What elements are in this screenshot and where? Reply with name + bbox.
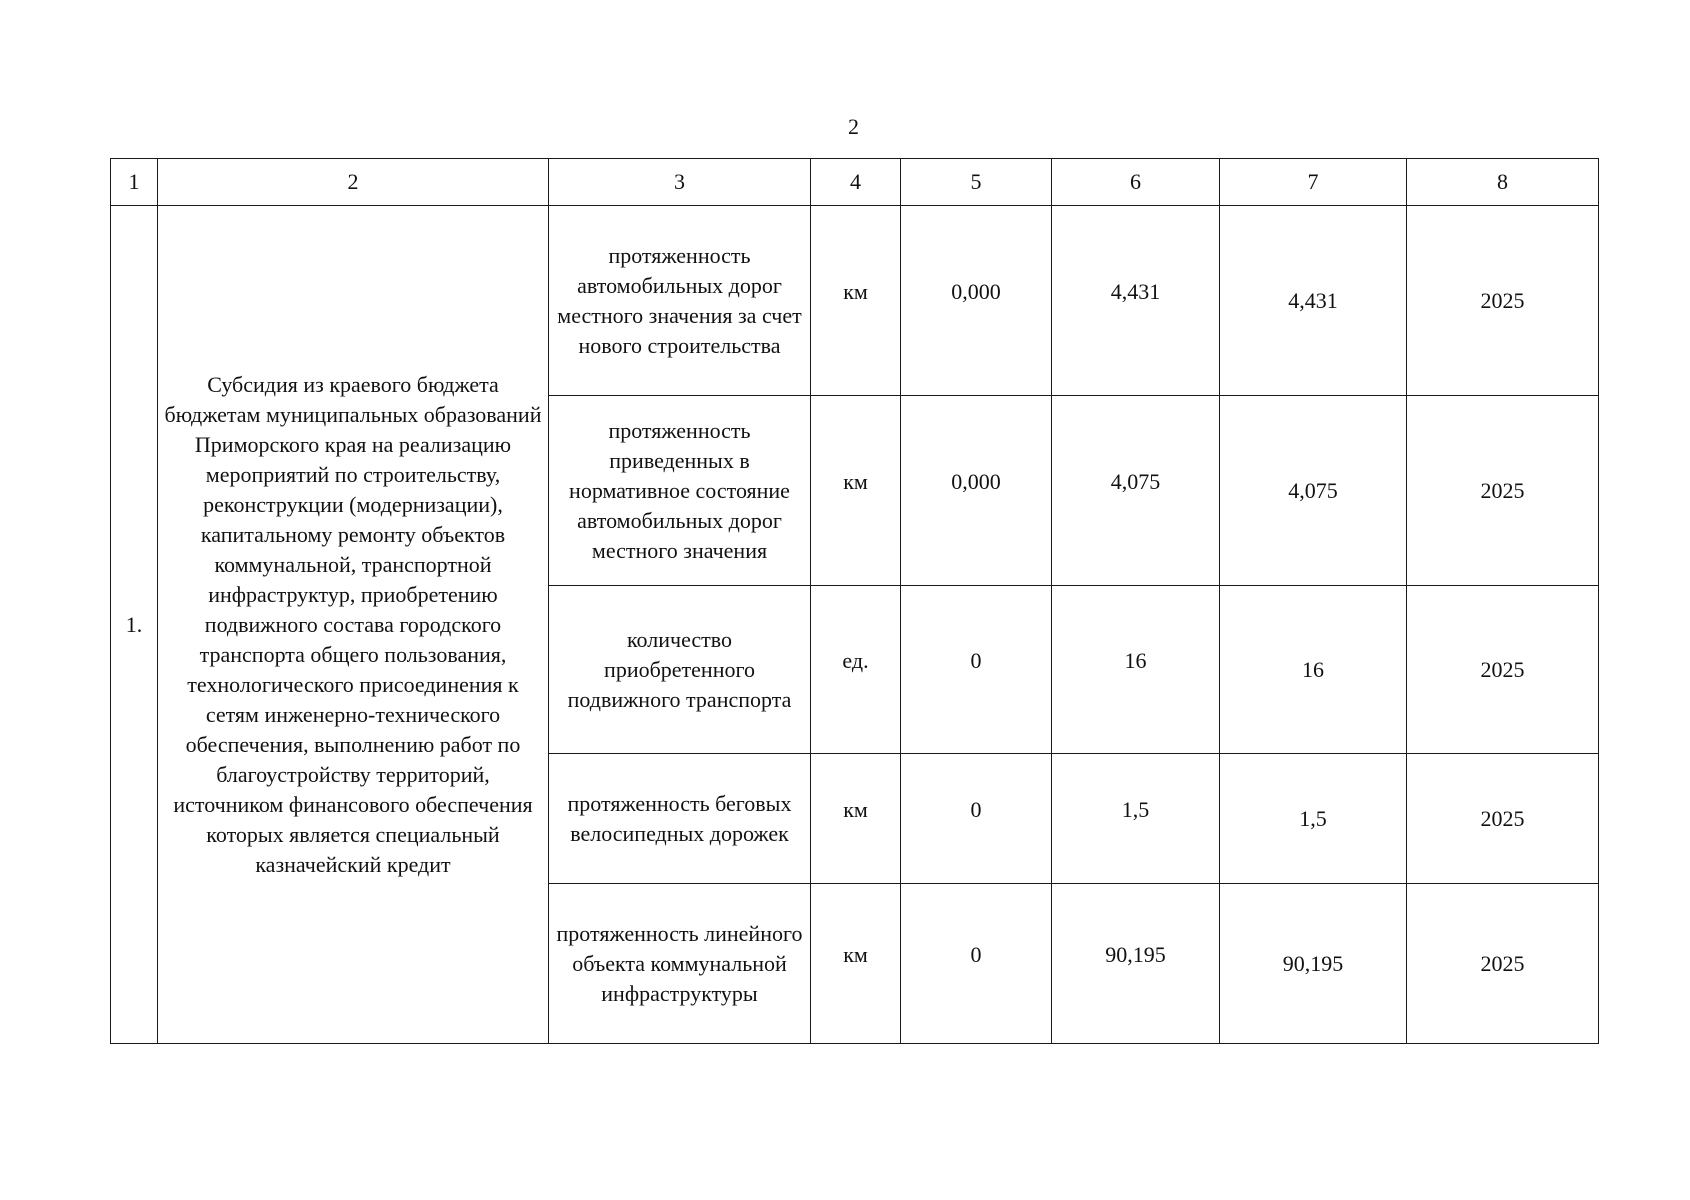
col5-value: 0 xyxy=(970,796,982,822)
unit-value: ед. xyxy=(842,647,869,673)
indicator-cell: протяженность линейного объекта коммунальной инфраструктуры xyxy=(549,884,811,1044)
col7-cell: 4,075 xyxy=(1220,396,1407,586)
col8-cell: 2025 xyxy=(1407,586,1599,754)
col6-cell xyxy=(1052,586,1220,754)
unit-value: км xyxy=(843,278,868,304)
column-header-2: 2 xyxy=(158,159,549,206)
unit-value: км xyxy=(843,468,868,494)
col8-cell: 2025 xyxy=(1407,396,1599,586)
indicator-cell: количество приобретенного подвижного транспорта xyxy=(549,586,811,754)
column-header-5: 5 xyxy=(901,159,1052,206)
indicator-cell: протяженность беговых велосипедных дорожек xyxy=(549,754,811,884)
indicator-cell: протяженность автомобильных дорог местного значения за счет нового строительства xyxy=(549,206,811,396)
column-header-6: 6 xyxy=(1052,159,1220,206)
unit-cell xyxy=(811,206,901,396)
col5-cell xyxy=(901,754,1052,884)
column-header-3: 3 xyxy=(549,159,811,206)
col6-cell xyxy=(1052,396,1220,586)
page-number: 2 xyxy=(848,114,859,139)
col7-cell: 16 xyxy=(1220,586,1407,754)
col5-cell xyxy=(901,586,1052,754)
col5-cell xyxy=(901,884,1052,1044)
col7-cell: 90,195 xyxy=(1220,884,1407,1044)
unit-value: км xyxy=(843,796,868,822)
indicator-cell: протяженность приведенных в нормативное состояние автомобильных дорог местного значения xyxy=(549,396,811,586)
col6-value: 4,431 xyxy=(1110,278,1161,304)
unit-value: км xyxy=(843,941,868,967)
item-description-cell: Субсидия из краевого бюджета бюджетам муниципальных образований Приморского края на реализацию мероприятий по строительству, реконструкции (модернизации), капитальному ремонту объектов коммунальной, транспортной инфраструктур, приобретению подвижного состава городского транспорта общего пользования, технологического присоединения к сетям инженерно-технического обеспечения, выполнению работ по благоустройству территорий, источником финансового обеспечения которых является специальный казначейский кредит xyxy=(158,206,549,1044)
col6-cell xyxy=(1052,206,1220,396)
column-header-1: 1 xyxy=(111,159,158,206)
indicators-table xyxy=(110,158,1599,1044)
unit-cell xyxy=(811,586,901,754)
col6-value: 4,075 xyxy=(1110,468,1161,494)
unit-cell xyxy=(811,396,901,586)
column-header-4: 4 xyxy=(811,159,901,206)
table-header-row xyxy=(111,159,1599,206)
col8-cell: 2025 xyxy=(1407,206,1599,396)
column-header-8: 8 xyxy=(1407,159,1599,206)
col6-value: 16 xyxy=(1124,647,1147,673)
col7-cell: 4,431 xyxy=(1220,206,1407,396)
unit-cell xyxy=(811,754,901,884)
col6-cell xyxy=(1052,884,1220,1044)
item-number-cell: 1. xyxy=(111,206,158,1044)
col5-value: 0,000 xyxy=(951,278,1001,304)
col8-cell: 2025 xyxy=(1407,884,1599,1044)
table-row xyxy=(111,206,1599,396)
col5-value: 0 xyxy=(970,647,982,673)
column-header-7: 7 xyxy=(1220,159,1407,206)
col8-cell: 2025 xyxy=(1407,754,1599,884)
col6-cell xyxy=(1052,754,1220,884)
col5-cell xyxy=(901,206,1052,396)
col6-value: 1,5 xyxy=(1121,796,1150,822)
unit-cell xyxy=(811,884,901,1044)
col5-cell xyxy=(901,396,1052,586)
col5-value: 0 xyxy=(970,941,982,967)
col6-value: 90,195 xyxy=(1105,941,1166,967)
col7-cell: 1,5 xyxy=(1220,754,1407,884)
col5-value: 0,000 xyxy=(951,468,1001,494)
